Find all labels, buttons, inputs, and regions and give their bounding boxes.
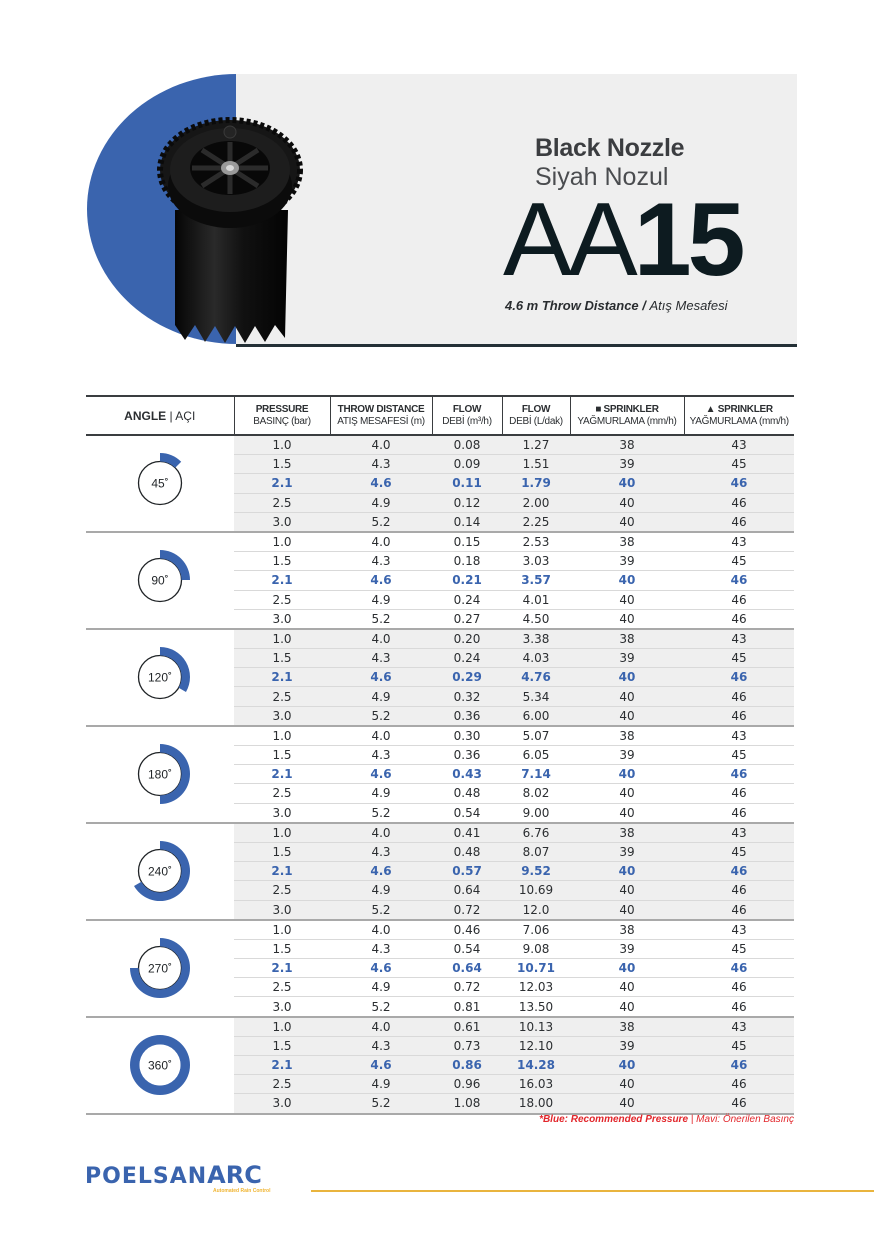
sprinkler-square-cell: 39 <box>570 1036 684 1055</box>
header-pressure-en: PRESSURE <box>255 403 309 415</box>
sprinkler-triangle-cell: 45 <box>684 649 794 668</box>
flow-m3h-cell: 0.12 <box>432 493 502 512</box>
note-sep: | <box>688 1114 697 1125</box>
sprinkler-triangle-cell: 43 <box>684 726 794 746</box>
header-throw <box>330 396 432 435</box>
pressure-cell: 1.0 <box>234 920 330 940</box>
throw-cell: 4.9 <box>330 978 432 997</box>
sprinkler-square-cell: 38 <box>570 823 684 843</box>
angle-label: 240˚ <box>147 864 173 879</box>
throw-cell: 4.6 <box>330 959 432 978</box>
header-angle-en: ANGLE <box>124 408 167 423</box>
pressure-cell: 3.0 <box>234 997 330 1017</box>
flow-ldak-cell: 12.10 <box>502 1036 570 1055</box>
sprinkler-triangle-cell: 46 <box>684 706 794 726</box>
pressure-cell: 1.0 <box>234 1017 330 1037</box>
sprinkler-square-cell: 40 <box>570 1056 684 1075</box>
flow-m3h-cell: 0.86 <box>432 1056 502 1075</box>
angle-cell <box>86 1017 234 1114</box>
pressure-cell: 2.5 <box>234 1075 330 1094</box>
pressure-cell: 2.1 <box>234 1056 330 1075</box>
throw-distance-tr: Atış Mesafesi <box>649 298 728 313</box>
flow-m3h-cell: 0.08 <box>432 435 502 455</box>
header-angle <box>86 396 234 435</box>
sprinkler-triangle-cell: 46 <box>684 687 794 706</box>
pressure-cell: 3.0 <box>234 706 330 726</box>
pressure-cell: 1.0 <box>234 629 330 649</box>
angle-label: 360˚ <box>147 1058 173 1073</box>
pressure-cell: 2.1 <box>234 571 330 590</box>
sprinkler-square-cell: 39 <box>570 746 684 765</box>
throw-cell: 4.3 <box>330 939 432 958</box>
flow-m3h-cell: 0.61 <box>432 1017 502 1037</box>
flow-m3h-cell: 0.81 <box>432 997 502 1017</box>
sprinkler-square-cell: 39 <box>570 842 684 861</box>
flow-m3h-cell: 0.54 <box>432 939 502 958</box>
throw-cell: 5.2 <box>330 900 432 920</box>
flow-m3h-cell: 0.36 <box>432 706 502 726</box>
flow-m3h-cell: 0.32 <box>432 687 502 706</box>
product-subtitle: Siyah Nozul <box>535 163 669 191</box>
note-en: *Blue: Recommended Pressure <box>539 1114 689 1125</box>
flow-m3h-cell: 0.54 <box>432 803 502 823</box>
flow-ldak-cell: 7.06 <box>502 920 570 940</box>
flow-m3h-cell: 0.57 <box>432 862 502 881</box>
pressure-cell: 2.5 <box>234 881 330 900</box>
arc-angle-icon <box>128 548 192 612</box>
sprinkler-triangle-cell: 43 <box>684 532 794 552</box>
header-throw-en: THROW DISTANCE <box>337 403 425 415</box>
sprinkler-square-cell: 40 <box>570 959 684 978</box>
throw-cell: 4.0 <box>330 920 432 940</box>
angle-group-360 <box>86 1017 794 1114</box>
sprinkler-triangle-cell: 43 <box>684 920 794 940</box>
flow-m3h-cell: 0.36 <box>432 746 502 765</box>
flow-m3h-cell: 0.14 <box>432 512 502 532</box>
flow-ldak-cell: 2.53 <box>502 532 570 552</box>
throw-cell: 4.9 <box>330 493 432 512</box>
flow-m3h-cell: 0.72 <box>432 978 502 997</box>
flow-m3h-cell: 0.24 <box>432 590 502 609</box>
note-tr: Mavi: Önerilen Basınç <box>696 1114 794 1125</box>
angle-group-120 <box>86 629 794 726</box>
flow-ldak-cell: 10.71 <box>502 959 570 978</box>
flow-ldak-cell: 6.00 <box>502 706 570 726</box>
flow-ldak-cell: 9.08 <box>502 939 570 958</box>
throw-distance-en: 4.6 m Throw Distance <box>505 298 639 313</box>
table-row <box>86 920 794 940</box>
sprinkler-triangle-cell: 45 <box>684 746 794 765</box>
throw-cell: 4.9 <box>330 784 432 803</box>
header-flow1-tr: DEBİ (m³/h) <box>442 415 492 427</box>
flow-m3h-cell: 0.64 <box>432 881 502 900</box>
pressure-cell: 1.5 <box>234 939 330 958</box>
sprinkler-triangle-cell: 43 <box>684 629 794 649</box>
table-header-row <box>86 396 794 435</box>
flow-ldak-cell: 1.27 <box>502 435 570 455</box>
flow-ldak-cell: 5.07 <box>502 726 570 746</box>
table-row <box>86 629 794 649</box>
throw-cell: 4.9 <box>330 590 432 609</box>
throw-cell: 4.6 <box>330 1056 432 1075</box>
pressure-cell: 1.5 <box>234 1036 330 1055</box>
pressure-cell: 2.5 <box>234 978 330 997</box>
pressure-cell: 2.5 <box>234 784 330 803</box>
arc-angle-icon <box>128 1033 192 1097</box>
throw-cell: 4.6 <box>330 862 432 881</box>
throw-cell: 5.2 <box>330 609 432 629</box>
sprinkler-triangle-cell: 46 <box>684 512 794 532</box>
pressure-cell: 3.0 <box>234 803 330 823</box>
table-row <box>86 823 794 843</box>
flow-m3h-cell: 0.09 <box>432 455 502 474</box>
sprinkler-triangle-cell: 46 <box>684 1075 794 1094</box>
throw-cell: 4.6 <box>330 668 432 687</box>
sprinkler-square-cell: 40 <box>570 590 684 609</box>
sprinkler-triangle-cell: 46 <box>684 765 794 784</box>
pressure-cell: 2.5 <box>234 687 330 706</box>
flow-ldak-cell: 9.00 <box>502 803 570 823</box>
pressure-cell: 2.1 <box>234 765 330 784</box>
sprinkler-square-cell: 40 <box>570 571 684 590</box>
flow-m3h-cell: 0.64 <box>432 959 502 978</box>
angle-label: 120˚ <box>147 670 173 685</box>
flow-m3h-cell: 1.08 <box>432 1094 502 1114</box>
throw-cell: 4.0 <box>330 532 432 552</box>
flow-ldak-cell: 3.38 <box>502 629 570 649</box>
sprinkler-square-cell: 38 <box>570 435 684 455</box>
sprinkler-triangle-cell: 46 <box>684 493 794 512</box>
angle-label: 45˚ <box>151 476 169 491</box>
throw-cell: 4.3 <box>330 842 432 861</box>
pressure-cell: 1.0 <box>234 532 330 552</box>
pressure-cell: 2.1 <box>234 668 330 687</box>
flow-ldak-cell: 1.79 <box>502 474 570 493</box>
header-sprinkler-triangle <box>684 396 794 435</box>
arc-angle-icon <box>128 936 192 1000</box>
table-row <box>86 726 794 746</box>
sprinkler-square-cell: 39 <box>570 552 684 571</box>
sprinkler-square-cell: 38 <box>570 629 684 649</box>
throw-cell: 4.9 <box>330 1075 432 1094</box>
angle-cell <box>86 435 234 532</box>
nozzle-product-image <box>140 100 320 350</box>
header-flow2-tr: DEBİ (L/dak) <box>509 415 563 427</box>
sprinkler-triangle-cell: 46 <box>684 959 794 978</box>
throw-cell: 4.3 <box>330 1036 432 1055</box>
sprinkler-triangle-cell: 45 <box>684 939 794 958</box>
throw-cell: 4.0 <box>330 823 432 843</box>
sprinkler-triangle-cell: 43 <box>684 435 794 455</box>
spec-table <box>86 395 794 1115</box>
recommended-pressure-note <box>539 1114 794 1125</box>
arc-angle-icon <box>128 839 192 903</box>
angle-cell <box>86 823 234 920</box>
table-row <box>86 1017 794 1037</box>
sprinkler-square-cell: 39 <box>570 939 684 958</box>
flow-m3h-cell: 0.21 <box>432 571 502 590</box>
pressure-cell: 1.5 <box>234 455 330 474</box>
flow-m3h-cell: 0.20 <box>432 629 502 649</box>
flow-ldak-cell: 16.03 <box>502 1075 570 1094</box>
throw-cell: 4.0 <box>330 726 432 746</box>
angle-group-90 <box>86 532 794 629</box>
logo-wordmark <box>85 1162 262 1190</box>
angle-cell <box>86 629 234 726</box>
angle-group-45 <box>86 435 794 532</box>
header-flow-m3h <box>432 396 502 435</box>
flow-m3h-cell: 0.48 <box>432 784 502 803</box>
flow-m3h-cell: 0.27 <box>432 609 502 629</box>
pressure-cell: 1.0 <box>234 726 330 746</box>
header-sq-tr: YAĞMURLAMA (mm/h) <box>577 415 677 427</box>
flow-ldak-cell: 9.52 <box>502 862 570 881</box>
flow-ldak-cell: 12.0 <box>502 900 570 920</box>
throw-distance-separator: / <box>638 298 650 313</box>
throw-cell: 5.2 <box>330 706 432 726</box>
sprinkler-triangle-cell: 46 <box>684 784 794 803</box>
pressure-cell: 1.0 <box>234 823 330 843</box>
angle-label: 90˚ <box>151 573 169 588</box>
sprinkler-triangle-cell: 46 <box>684 590 794 609</box>
flow-m3h-cell: 0.73 <box>432 1036 502 1055</box>
arc-angle-icon <box>128 742 192 806</box>
flow-ldak-cell: 5.34 <box>502 687 570 706</box>
sprinkler-square-cell: 38 <box>570 532 684 552</box>
flow-ldak-cell: 10.69 <box>502 881 570 900</box>
angle-label: 180˚ <box>147 767 173 782</box>
throw-cell: 5.2 <box>330 1094 432 1114</box>
flow-ldak-cell: 3.03 <box>502 552 570 571</box>
sprinkler-square-cell: 40 <box>570 512 684 532</box>
flow-m3h-cell: 0.30 <box>432 726 502 746</box>
sprinkler-square-cell: 40 <box>570 765 684 784</box>
flow-ldak-cell: 2.25 <box>502 512 570 532</box>
sprinkler-triangle-cell: 46 <box>684 668 794 687</box>
sprinkler-square-cell: 40 <box>570 609 684 629</box>
pressure-cell: 2.1 <box>234 959 330 978</box>
flow-m3h-cell: 0.46 <box>432 920 502 940</box>
header-tri-en: ▲ SPRINKLER <box>705 403 773 415</box>
throw-cell: 4.3 <box>330 746 432 765</box>
pressure-cell: 2.5 <box>234 590 330 609</box>
flow-m3h-cell: 0.96 <box>432 1075 502 1094</box>
throw-distance-caption <box>505 298 728 313</box>
sprinkler-square-cell: 40 <box>570 862 684 881</box>
flow-ldak-cell: 18.00 <box>502 1094 570 1114</box>
table-row <box>86 435 794 455</box>
flow-m3h-cell: 0.24 <box>432 649 502 668</box>
flow-m3h-cell: 0.48 <box>432 842 502 861</box>
sprinkler-square-cell: 39 <box>570 455 684 474</box>
throw-cell: 4.9 <box>330 881 432 900</box>
header-flow-ldak <box>502 396 570 435</box>
throw-cell: 5.2 <box>330 803 432 823</box>
sprinkler-triangle-cell: 45 <box>684 455 794 474</box>
throw-cell: 4.3 <box>330 455 432 474</box>
flow-m3h-cell: 0.43 <box>432 765 502 784</box>
pressure-cell: 1.0 <box>234 435 330 455</box>
arc-sector <box>160 453 181 468</box>
sprinkler-square-cell: 40 <box>570 706 684 726</box>
sprinkler-triangle-cell: 45 <box>684 1036 794 1055</box>
pressure-cell: 3.0 <box>234 512 330 532</box>
throw-cell: 4.0 <box>330 1017 432 1037</box>
sprinkler-triangle-cell: 45 <box>684 842 794 861</box>
flow-ldak-cell: 7.14 <box>502 765 570 784</box>
header-flow2-en: FLOW <box>521 403 551 415</box>
sprinkler-triangle-cell: 46 <box>684 1094 794 1114</box>
sprinkler-triangle-cell: 43 <box>684 1017 794 1037</box>
flow-ldak-cell: 14.28 <box>502 1056 570 1075</box>
flow-m3h-cell: 0.41 <box>432 823 502 843</box>
product-code-digits: 15 <box>633 182 742 298</box>
flow-ldak-cell: 6.05 <box>502 746 570 765</box>
flow-m3h-cell: 0.72 <box>432 900 502 920</box>
flow-m3h-cell: 0.11 <box>432 474 502 493</box>
product-code <box>503 182 742 298</box>
sprinkler-square-cell: 40 <box>570 1094 684 1114</box>
sprinkler-square-cell: 40 <box>570 474 684 493</box>
arc-angle-icon <box>128 645 192 709</box>
pressure-cell: 1.5 <box>234 649 330 668</box>
product-title: Black Nozzle <box>535 134 685 162</box>
throw-cell: 4.6 <box>330 474 432 493</box>
header-sq-en: ■ SPRINKLER <box>595 403 659 415</box>
sprinkler-triangle-cell: 46 <box>684 862 794 881</box>
throw-cell: 5.2 <box>330 997 432 1017</box>
flow-ldak-cell: 12.03 <box>502 978 570 997</box>
throw-cell: 4.6 <box>330 765 432 784</box>
flow-ldak-cell: 8.07 <box>502 842 570 861</box>
pressure-cell: 1.5 <box>234 746 330 765</box>
angle-group-180 <box>86 726 794 823</box>
sprinkler-triangle-cell: 45 <box>684 552 794 571</box>
angle-label: 270˚ <box>147 961 173 976</box>
flow-m3h-cell: 0.15 <box>432 532 502 552</box>
sprinkler-triangle-cell: 46 <box>684 978 794 997</box>
flow-ldak-cell: 1.51 <box>502 455 570 474</box>
poelsan-arc-logo <box>85 1162 300 1200</box>
flow-ldak-cell: 4.76 <box>502 668 570 687</box>
header-sprinkler-square <box>570 396 684 435</box>
throw-cell: 5.2 <box>330 512 432 532</box>
sprinkler-triangle-cell: 46 <box>684 571 794 590</box>
throw-cell: 4.3 <box>330 649 432 668</box>
flow-ldak-cell: 4.50 <box>502 609 570 629</box>
flow-ldak-cell: 6.76 <box>502 823 570 843</box>
pressure-cell: 1.5 <box>234 842 330 861</box>
sprinkler-square-cell: 40 <box>570 978 684 997</box>
header-pressure-tr: BASINÇ (bar) <box>253 415 311 427</box>
arc-sector <box>160 647 190 692</box>
sprinkler-square-cell: 40 <box>570 997 684 1017</box>
table-row <box>86 532 794 552</box>
pressure-cell: 2.1 <box>234 474 330 493</box>
pressure-cell: 1.5 <box>234 552 330 571</box>
angle-cell <box>86 726 234 823</box>
flow-ldak-cell: 3.57 <box>502 571 570 590</box>
throw-cell: 4.0 <box>330 629 432 649</box>
product-code-letters: AA <box>503 182 634 298</box>
header-tri-tr: YAĞMURLAMA (mm/h) <box>689 415 789 427</box>
logo-tagline: Automated Rain Control <box>213 1188 271 1194</box>
angle-group-270 <box>86 920 794 1017</box>
flow-ldak-cell: 4.01 <box>502 590 570 609</box>
sprinkler-triangle-cell: 46 <box>684 881 794 900</box>
angle-group-240 <box>86 823 794 920</box>
throw-cell: 4.6 <box>330 571 432 590</box>
sprinkler-square-cell: 40 <box>570 493 684 512</box>
throw-cell: 4.3 <box>330 552 432 571</box>
sprinkler-triangle-cell: 46 <box>684 900 794 920</box>
sprinkler-square-cell: 40 <box>570 881 684 900</box>
flow-m3h-cell: 0.18 <box>432 552 502 571</box>
sprinkler-square-cell: 38 <box>570 726 684 746</box>
sprinkler-square-cell: 40 <box>570 668 684 687</box>
sprinkler-square-cell: 40 <box>570 687 684 706</box>
header-angle-tr: AÇI <box>175 408 196 423</box>
sprinkler-square-cell: 38 <box>570 920 684 940</box>
pressure-cell: 2.5 <box>234 493 330 512</box>
sprinkler-triangle-cell: 46 <box>684 1056 794 1075</box>
sprinkler-triangle-cell: 46 <box>684 609 794 629</box>
flow-ldak-cell: 10.13 <box>502 1017 570 1037</box>
arc-angle-icon <box>128 451 192 515</box>
sprinkler-square-cell: 39 <box>570 649 684 668</box>
throw-cell: 4.0 <box>330 435 432 455</box>
logo-word-poelsan: POELSAN <box>85 1164 208 1189</box>
pressure-cell: 3.0 <box>234 1094 330 1114</box>
flow-ldak-cell: 4.03 <box>502 649 570 668</box>
sprinkler-triangle-cell: 46 <box>684 803 794 823</box>
angle-cell <box>86 532 234 629</box>
sprinkler-square-cell: 40 <box>570 784 684 803</box>
header-pressure <box>234 396 330 435</box>
pressure-cell: 2.1 <box>234 862 330 881</box>
throw-cell: 4.9 <box>330 687 432 706</box>
logo-word-arc: ARC <box>207 1161 262 1189</box>
sprinkler-square-cell: 40 <box>570 1075 684 1094</box>
flow-m3h-cell: 0.29 <box>432 668 502 687</box>
sprinkler-square-cell: 40 <box>570 900 684 920</box>
flow-ldak-cell: 13.50 <box>502 997 570 1017</box>
header-flow1-en: FLOW <box>452 403 482 415</box>
sprinkler-square-cell: 40 <box>570 803 684 823</box>
sprinkler-triangle-cell: 43 <box>684 823 794 843</box>
sprinkler-triangle-cell: 46 <box>684 474 794 493</box>
sprinkler-triangle-cell: 46 <box>684 997 794 1017</box>
pressure-cell: 3.0 <box>234 609 330 629</box>
footer-divider <box>311 1190 874 1192</box>
flow-ldak-cell: 2.00 <box>502 493 570 512</box>
pressure-cell: 3.0 <box>234 900 330 920</box>
flow-ldak-cell: 8.02 <box>502 784 570 803</box>
header-angle-sep: | <box>166 408 176 423</box>
sprinkler-square-cell: 38 <box>570 1017 684 1037</box>
angle-cell <box>86 920 234 1017</box>
header-throw-tr: ATIŞ MESAFESİ (m) <box>337 415 425 427</box>
